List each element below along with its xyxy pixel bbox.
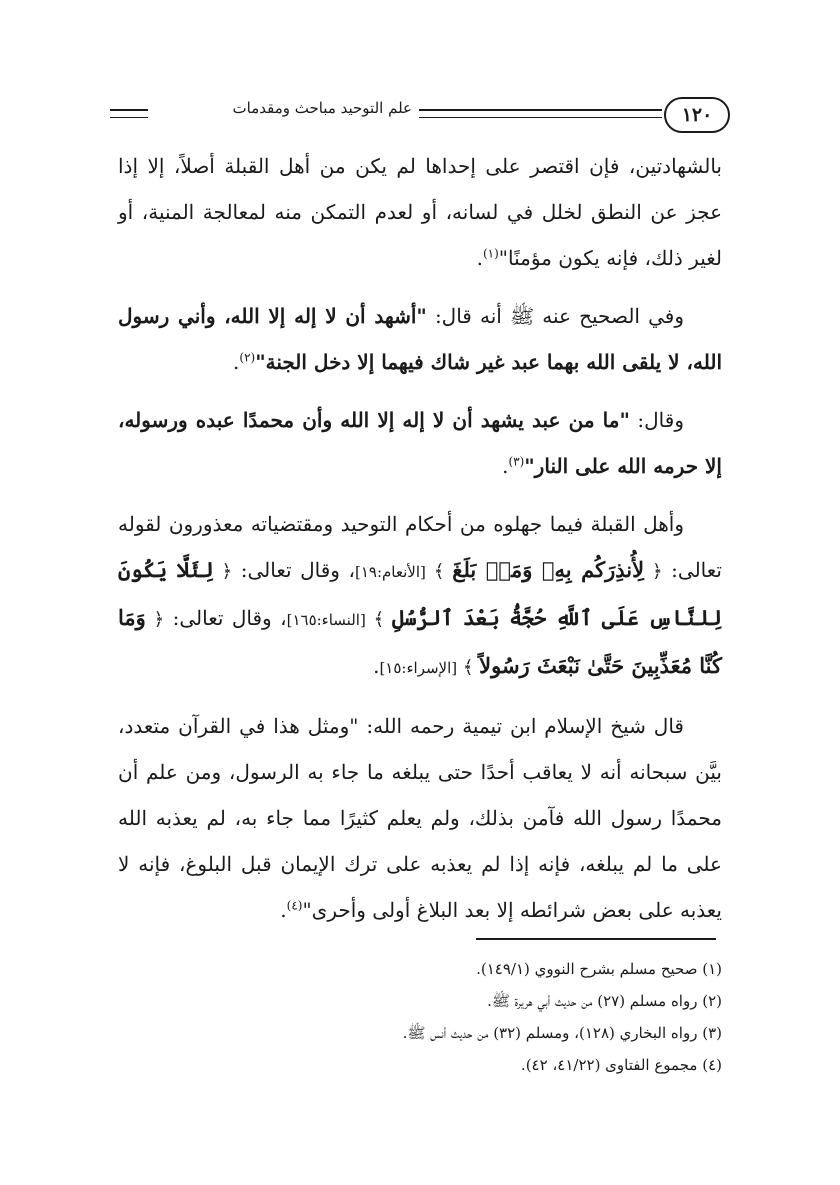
quran-verse: وَمَا كُنَّا مُعَذِّبِينَ حَتَّىٰ نَبْعَثَ رَسُولاً [118, 605, 722, 678]
ornate-brace-open: ﴿ [145, 609, 165, 630]
header-rule [419, 109, 662, 118]
footnote-3: (٣) رواه البخاري (١٢٨)، ومسلم (٣٢) من حديث أنس ﷺ. [402, 1024, 722, 1042]
footnotes [118, 953, 722, 1081]
paragraph-5 [118, 703, 722, 933]
paragraph-4 [118, 501, 722, 691]
page-number: ١٢٠ [664, 97, 730, 133]
page-header [110, 95, 730, 135]
paragraph-text: ، وقال تعالى: [164, 606, 287, 630]
paragraph-1 [118, 143, 722, 281]
quran-verse: لِأُنذِرَكُم بِهِۦ وَمَنۢ بَلَغَ [452, 557, 645, 582]
paragraph-text: بالشهادتين، فإن اقتصر على إحداها لم يكن من أهل القبلة أصلاً، إلا إذا عجز عن النطق لخلل في لسانه، أو لعدم التمكن منه لمعالجة المنية، أو لغير ذلك، فإنه يكون مؤمنًا" [118, 154, 722, 270]
verse-reference: [الإسراء:١٥] [379, 659, 458, 677]
paragraph-text: قال شيخ الإسلام ابن تيمية رحمه الله: "ومثل هذا في القرآن متعدد، بيَّن سبحانه أنه لا يعاقب أحدًا حتى يبلغه ما جاء به الرسول، ومن علم أن محمدًا رسول الله فآمن بذلك، ولم يعلم كثيرًا مما جاء به، لم يعذبه الله على ما لم يبلغه، فإنه إذا لم يعذبه على ترك الإيمان قبل البلوغ، فإنه لا يعذبه على بعض شرائطه إلا بعد البلاغ أولى وأحرى" [118, 714, 722, 922]
paragraph-end: . [233, 350, 240, 374]
ornate-brace-open: ﴿ [644, 561, 663, 582]
ornate-brace-close: ﴾ [457, 657, 480, 678]
paragraph-end: . [502, 454, 509, 478]
footnote-marker: (٢) [239, 350, 256, 365]
paragraph-end: . [373, 654, 380, 678]
paragraph-end: . [476, 246, 483, 270]
paragraph-intro: وقال: [629, 408, 684, 432]
footnote-marker: (١) [482, 246, 499, 261]
footnote-marker: (٤) [286, 898, 303, 913]
footnote-1: (١) صحيح مسلم بشرح النووي (١٤٩/١). [476, 960, 722, 978]
hadith-quote: "أشهد أن لا إله إلا الله، وأني رسول الله، لا يلقى الله بهما عبد غير شاك فيهما إلا دخل الجنة" [118, 304, 722, 374]
footnote-marker: (٣) [508, 454, 525, 469]
paragraph-2 [118, 293, 722, 385]
footnote-4: (٤) مجموع الفتاوى (٤١/٢٢، ٤٢). [520, 1056, 722, 1074]
paragraph-3 [118, 397, 722, 489]
paragraph-text: وأهل القبلة فيما جهلوه من أحكام التوحيد ومقتضياته معذورون لقوله تعالى: [118, 512, 722, 582]
ornate-brace-close: ﴾ [365, 609, 392, 630]
running-title: علم التوحيد مباحث ومقدمات [232, 99, 412, 117]
paragraph-intro: وفي الصحيح عنه ﷺ أنه قال: [426, 304, 684, 328]
footnote-separator [476, 938, 716, 940]
header-rule-end [110, 109, 148, 118]
hadith-quote: "ما من عبد يشهد أن لا إله إلا الله وأن محمدًا عبده ورسوله، إلا حرمه الله على النار" [118, 408, 722, 478]
ornate-brace-close: ﴾ [425, 561, 453, 582]
paragraph-end: . [280, 898, 287, 922]
verse-reference: [الأنعام:١٩] [354, 563, 426, 581]
quran-verse: لِئَلَّا يَكُونَ لِلنَّاسِ عَلَى ٱللَّهِ حُجَّةُۢ بَعْدَ ٱلرُّسُلِ [118, 557, 722, 630]
main-text [118, 143, 722, 945]
footnote-2: (٢) رواه مسلم (٢٧) من حديث أبي هريرة ﷺ. [487, 992, 722, 1010]
paragraph-text: ، وقال تعالى: [232, 558, 355, 582]
ornate-brace-open: ﴿ [213, 561, 233, 582]
verse-reference: [النساء:١٦٥] [286, 611, 366, 629]
